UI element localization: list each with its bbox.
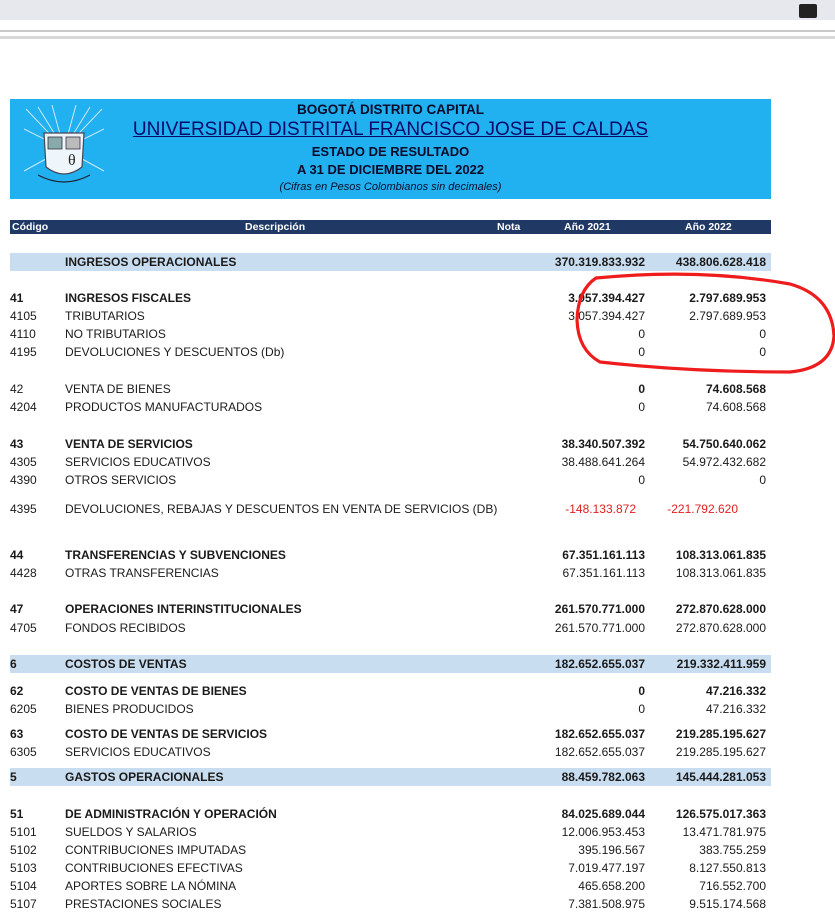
table-row (10, 725, 771, 743)
row-description: DEVOLUCIONES Y DESCUENTOS (Db) (65, 345, 285, 359)
row-description: TRIBUTARIOS (65, 309, 145, 323)
table-row (10, 471, 771, 489)
row-description: COSTO DE VENTAS DE SERVICIOS (65, 727, 268, 741)
column-code: Código (12, 221, 49, 233)
row-value-2022: 126.575.017.363 (675, 807, 766, 821)
row-description: DEVOLUCIONES, REBAJAS Y DESCUENTOS EN VENTA DE SERVICIOS (DB) (65, 502, 498, 516)
row-value-2022: 9.515.174.568 (689, 897, 766, 911)
row-code: 5102 (10, 843, 37, 857)
row-code: 4705 (10, 621, 37, 635)
row-value-2021: 0 (638, 327, 645, 341)
row-value-2021: 182.652.655.037 (554, 657, 645, 671)
row-description: TRANSFERENCIAS Y SUBVENCIONES (65, 548, 286, 562)
table-row (10, 307, 771, 325)
row-code: 62 (10, 684, 24, 698)
table-row (10, 655, 771, 673)
row-value-2021: 7.019.477.197 (568, 861, 645, 875)
row-description: SUELDOS Y SALARIOS (65, 825, 197, 839)
table-row (10, 546, 771, 564)
row-value-2021: 88.459.782.063 (561, 770, 645, 784)
table-row (10, 768, 771, 786)
row-value-2021: 67.351.161.113 (562, 548, 645, 562)
row-value-2022: 219.332.411.959 (676, 657, 766, 671)
row-description: OPERACIONES INTERINSTITUCIONALES (65, 602, 302, 616)
row-description: VENTA DE SERVICIOS (65, 437, 193, 451)
row-value-2022: 54.750.640.062 (682, 437, 766, 451)
top-bar (0, 0, 835, 20)
row-value-2022: 54.972.432.682 (682, 455, 766, 469)
row-code: 5 (10, 770, 17, 784)
row-value-2022: 0 (759, 327, 766, 341)
row-value-2022: 74.608.568 (705, 382, 766, 396)
row-description: COSTOS DE VENTAS (65, 657, 187, 671)
row-code: 47 (10, 602, 24, 616)
row-description: APORTES SOBRE LA NÓMINA (65, 879, 237, 893)
row-description: PRESTACIONES SOCIALES (65, 897, 222, 911)
column-note: Nota (497, 221, 521, 233)
row-description: NO TRIBUTARIOS (65, 327, 166, 341)
row-code: 51 (10, 807, 24, 821)
table-row (10, 253, 771, 271)
row-value-2022: 145.444.281.053 (675, 770, 766, 784)
row-value-2022: 0 (759, 473, 766, 487)
row-value-2021: 0 (638, 684, 645, 698)
row-description: FONDOS RECIBIDOS (65, 621, 186, 635)
row-value-2021: 3.057.394.427 (568, 309, 645, 323)
row-description: INGRESOS OPERACIONALES (65, 255, 237, 269)
row-value-2021: 0 (638, 473, 645, 487)
row-value-2021: 0 (638, 702, 645, 716)
row-description: GASTOS OPERACIONALES (65, 770, 224, 784)
column-year-2021: Año 2021 (564, 221, 611, 233)
row-value-2022: 383.755.259 (699, 843, 766, 857)
row-value-2022: 108.313.061.835 (675, 548, 766, 562)
divider (0, 30, 835, 32)
row-value-2021: 84.025.689.044 (561, 807, 645, 821)
row-value-2022: 74.608.568 (705, 400, 766, 414)
row-value-2022: 2.797.689.953 (689, 309, 766, 323)
row-value-2021: 182.652.655.037 (554, 745, 645, 759)
table-row (10, 564, 771, 582)
row-value-2022: 13.471.781.975 (682, 825, 766, 839)
row-value-2021: 465.658.200 (578, 879, 645, 893)
row-code: 6205 (10, 702, 37, 716)
table-row (10, 343, 771, 361)
report-date: A 31 DE DICIEMBRE DEL 2022 (296, 162, 485, 177)
row-value-2022: 8.127.550.813 (689, 861, 766, 875)
row-value-2021: 38.340.507.392 (561, 437, 645, 451)
row-value-2022: 219.285.195.627 (675, 745, 766, 759)
row-value-2021: 395.196.567 (578, 843, 645, 857)
report-header (10, 99, 771, 199)
row-value-2022: 47.216.332 (705, 684, 766, 698)
table-row (10, 380, 771, 398)
row-code: 63 (10, 727, 24, 741)
table-row (10, 619, 771, 637)
row-value-2022: 272.870.628.000 (675, 621, 766, 635)
row-code: 5101 (10, 825, 37, 839)
row-value-2022: 272.870.628.000 (675, 602, 766, 616)
row-value-2021: 261.570.771.000 (554, 602, 645, 616)
row-code: 4195 (10, 345, 37, 359)
university-name[interactable]: UNIVERSIDAD DISTRITAL FRANCISCO JOSE DE CALDAS (132, 119, 649, 140)
row-value-2022: 219.285.195.627 (675, 727, 766, 741)
row-description: DE ADMINISTRACIÓN Y OPERACIÓN (65, 807, 277, 821)
row-value-2021: 0 (638, 400, 645, 414)
row-code: 4204 (10, 400, 37, 414)
row-code: 42 (10, 382, 24, 396)
row-code: 5104 (10, 879, 37, 893)
header-line-1: BOGOTÁ DISTRITO CAPITAL (297, 102, 484, 117)
table-row (10, 895, 771, 913)
row-value-2021: 0 (638, 345, 645, 359)
row-description: PRODUCTOS MANUFACTURADOS (65, 400, 263, 414)
row-description: BIENES PRODUCIDOS (65, 702, 194, 716)
row-value-2021: -148.133.872 (565, 502, 636, 516)
row-code: 5107 (10, 897, 37, 911)
row-code: 4428 (10, 566, 37, 580)
printer-icon[interactable] (799, 4, 817, 18)
row-value-2021: 182.652.655.037 (554, 727, 645, 741)
row-description: SERVICIOS EDUCATIVOS (65, 745, 211, 759)
row-code: 5103 (10, 861, 37, 875)
row-value-2021: 67.351.161.113 (562, 566, 645, 580)
row-code: 4110 (10, 327, 36, 341)
row-value-2022: 2.797.689.953 (689, 291, 766, 305)
row-description: OTRAS TRANSFERENCIAS (65, 566, 219, 580)
row-code: 6305 (10, 745, 37, 759)
table-row (10, 500, 771, 518)
row-value-2021: 261.570.771.000 (554, 621, 645, 635)
table-row (10, 859, 771, 877)
table-row (10, 600, 771, 618)
svg-text:θ: θ (68, 152, 76, 169)
table-row (10, 805, 771, 823)
row-description: SERVICIOS EDUCATIVOS (65, 455, 211, 469)
row-code: 4390 (10, 473, 37, 487)
row-code: 4305 (10, 455, 37, 469)
report-title: ESTADO DE RESULTADO (311, 144, 470, 159)
row-value-2022: 438.806.628.418 (675, 255, 766, 269)
row-code: 43 (10, 437, 24, 451)
row-code: 6 (10, 657, 17, 671)
row-code: 41 (10, 291, 24, 305)
row-description: VENTA DE BIENES (65, 382, 171, 396)
row-code: 44 (10, 548, 24, 562)
table-row (10, 877, 771, 895)
row-code: 4395 (10, 502, 37, 516)
row-value-2022: -221.792.620 (667, 502, 738, 516)
table-row (10, 841, 771, 859)
row-value-2021: 38.488.641.264 (561, 455, 645, 469)
row-value-2022: 0 (759, 345, 766, 359)
row-code: 4105 (10, 309, 37, 323)
row-value-2021: 12.006.953.453 (561, 825, 645, 839)
row-description: COSTO DE VENTAS DE BIENES (65, 684, 247, 698)
column-year-2022: Año 2022 (685, 221, 732, 233)
row-value-2021: 3.057.394.427 (568, 291, 645, 305)
row-description: CONTRIBUCIONES IMPUTADAS (65, 843, 247, 857)
table-row (10, 700, 771, 718)
table-row (10, 398, 771, 416)
row-value-2021: 7.381.508.975 (568, 897, 645, 911)
row-value-2022: 47.216.332 (705, 702, 766, 716)
table-row (10, 289, 771, 307)
row-description: OTROS SERVICIOS (65, 473, 177, 487)
column-header-row (10, 220, 771, 234)
table-row (10, 435, 771, 453)
row-value-2022: 716.552.700 (699, 879, 766, 893)
row-value-2022: 108.313.061.835 (675, 566, 766, 580)
row-description: CONTRIBUCIONES EFECTIVAS (65, 861, 243, 875)
table-row (10, 823, 771, 841)
table-row (10, 743, 771, 761)
table-row (10, 325, 771, 343)
column-description: Descripción (245, 221, 306, 233)
row-value-2021: 0 (638, 382, 645, 396)
divider (0, 36, 835, 39)
table-row (10, 453, 771, 471)
table-row (10, 682, 771, 700)
row-description: INGRESOS FISCALES (65, 291, 192, 305)
report-subtitle: (Cifras en Pesos Colombianos sin decimales) (279, 181, 502, 193)
row-value-2021: 370.319.833.932 (554, 255, 645, 269)
